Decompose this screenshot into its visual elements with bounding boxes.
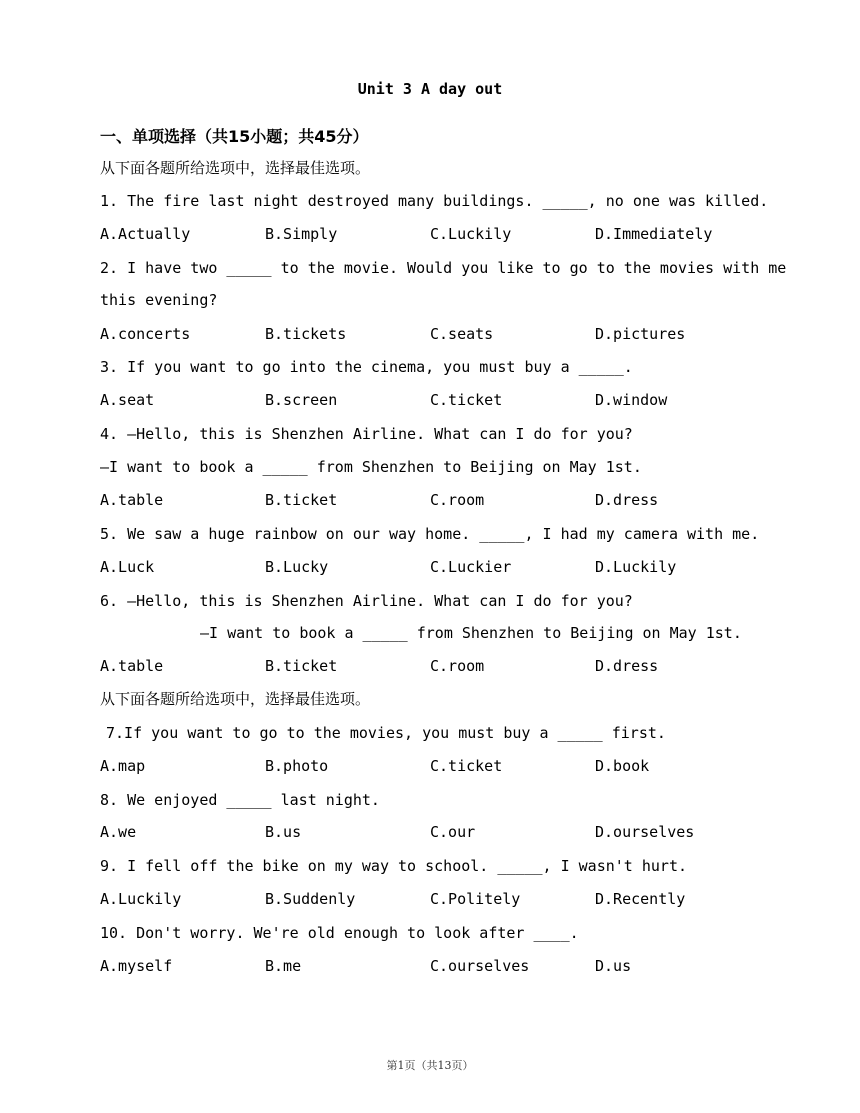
option-c[interactable]: C.seats (430, 325, 494, 343)
option-d[interactable]: D.pictures (595, 325, 686, 343)
page-title: Unit 3 A day out (357, 80, 503, 98)
instruction-1: 从下面各题所给选项中，选择最佳选项。 (100, 159, 371, 177)
section-heading: 一、单项选择（共15小题；共45分） (100, 127, 369, 146)
option-b[interactable]: B.Suddenly (265, 890, 356, 908)
option-b[interactable]: B.ticket (265, 657, 338, 675)
option-c[interactable]: C.Luckily (430, 225, 512, 243)
question-6-reply: —I want to book a _____ from Shenzhen to Beijing on May 1st. (200, 624, 742, 642)
option-a[interactable]: A.map (100, 757, 146, 775)
option-d[interactable]: D.Immediately (595, 225, 713, 243)
option-c[interactable]: C.Politely (430, 890, 521, 908)
option-c[interactable]: C.room (430, 657, 485, 675)
question-9-text: 9. I fell off the bike on my way to school. _____, I wasn't hurt. (100, 857, 687, 875)
option-d[interactable]: D.book (595, 757, 650, 775)
option-b[interactable]: B.me (265, 957, 302, 975)
question-2-text-cont: this evening? (100, 291, 218, 309)
question-10-text: 10. Don't worry. We're old enough to look after ____. (100, 924, 579, 942)
option-c[interactable]: C.ticket (430, 757, 503, 775)
question-4-options (100, 489, 800, 511)
option-b[interactable]: B.ticket (265, 491, 338, 509)
option-a[interactable]: A.table (100, 657, 164, 675)
option-d[interactable]: D.Recently (595, 890, 686, 908)
option-a[interactable]: A.seat (100, 391, 155, 409)
option-b[interactable]: B.screen (265, 391, 338, 409)
option-c[interactable]: C.our (430, 823, 476, 841)
option-b[interactable]: B.Lucky (265, 558, 329, 576)
option-a[interactable]: A.myself (100, 957, 173, 975)
option-c[interactable]: C.room (430, 491, 485, 509)
option-b[interactable]: B.Simply (265, 225, 338, 243)
question-4-reply: —I want to book a _____ from Shenzhen to Beijing on May 1st. (100, 458, 642, 476)
question-2-options (100, 323, 800, 345)
page-footer: 第1页（共13页） (386, 1059, 474, 1072)
question-1-text: 1. The fire last night destroyed many buildings. _____, no one was killed. (100, 192, 769, 210)
question-8-options (100, 821, 800, 843)
instruction-2: 从下面各题所给选项中，选择最佳选项。 (100, 690, 371, 708)
option-b[interactable]: B.photo (265, 757, 329, 775)
option-a[interactable]: A.we (100, 823, 137, 841)
option-c[interactable]: C.ticket (430, 391, 503, 409)
question-4-text: 4. —Hello, this is Shenzhen Airline. What can I do for you? (100, 425, 633, 443)
question-6-options (100, 655, 800, 677)
question-3-options (100, 389, 800, 411)
option-a[interactable]: A.Luck (100, 558, 155, 576)
option-c[interactable]: C.Luckier (430, 558, 512, 576)
question-7-options (100, 755, 800, 777)
option-a[interactable]: A.concerts (100, 325, 191, 343)
option-d[interactable]: D.us (595, 957, 632, 975)
option-d[interactable]: D.dress (595, 657, 659, 675)
option-b[interactable]: B.us (265, 823, 302, 841)
option-c[interactable]: C.ourselves (430, 957, 530, 975)
question-1-options (100, 223, 800, 245)
option-d[interactable]: D.Luckily (595, 558, 677, 576)
option-a[interactable]: A.Actually (100, 225, 191, 243)
question-9-options (100, 888, 800, 910)
question-5-options (100, 556, 800, 578)
question-6-text: 6. —Hello, this is Shenzhen Airline. What can I do for you? (100, 592, 633, 610)
option-b[interactable]: B.tickets (265, 325, 347, 343)
option-d[interactable]: D.ourselves (595, 823, 695, 841)
question-7-text: 7.If you want to go to the movies, you must buy a _____ first. (106, 724, 666, 742)
question-5-text: 5. We saw a huge rainbow on our way home. _____, I had my camera with me. (100, 525, 760, 543)
option-a[interactable]: A.table (100, 491, 164, 509)
option-d[interactable]: D.window (595, 391, 668, 409)
question-2-text: 2. I have two _____ to the movie. Would you like to go to the movies with me (100, 259, 787, 277)
question-8-text: 8. We enjoyed _____ last night. (100, 791, 380, 809)
question-3-text: 3. If you want to go into the cinema, you must buy a _____. (100, 358, 633, 376)
option-a[interactable]: A.Luckily (100, 890, 182, 908)
question-10-options (100, 955, 800, 977)
option-d[interactable]: D.dress (595, 491, 659, 509)
